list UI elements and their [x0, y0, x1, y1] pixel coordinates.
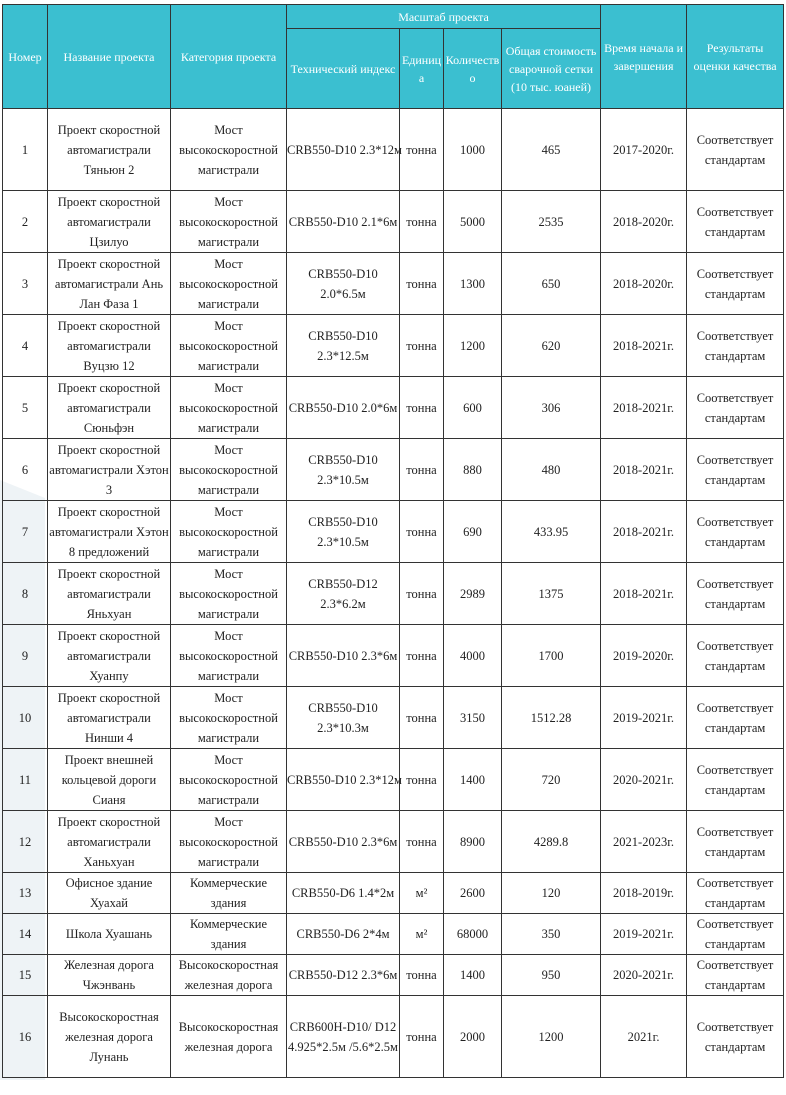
- cell-number: 1: [3, 109, 48, 191]
- cell-tech-index: CRB550-D12 2.3*6м: [287, 955, 400, 996]
- cell-number: 3: [3, 253, 48, 315]
- table-row: [3, 625, 784, 687]
- cell-cost: 650: [502, 253, 601, 315]
- cell-number: 13: [3, 873, 48, 914]
- cell-quantity: 1400: [444, 955, 502, 996]
- cell-cost: 1512.28: [502, 687, 601, 749]
- cell-tech-index: CRB550-D10 2.3*10.3м: [287, 687, 400, 749]
- cell-time: 2018-2020г.: [601, 253, 687, 315]
- cell-cost: 1375: [502, 563, 601, 625]
- cell-cost: 120: [502, 873, 601, 914]
- cell-time: 2019-2020г.: [601, 625, 687, 687]
- cell-name: Проект скоростной автомагистрали Нинши 4: [48, 687, 171, 749]
- cell-tech-index: CRB550-D6 2*4м: [287, 914, 400, 955]
- cell-result: Соответствует стандартам: [687, 439, 784, 501]
- cell-number: 9: [3, 625, 48, 687]
- cell-result: Соответствует стандартам: [687, 625, 784, 687]
- cell-unit: м²: [400, 873, 444, 914]
- table-row: [3, 687, 784, 749]
- cell-category: Высокоскоростная железная дорога: [171, 955, 287, 996]
- cell-cost: 306: [502, 377, 601, 439]
- cell-tech-index: CRB550-D12 2.3*6.2м: [287, 563, 400, 625]
- cell-cost: 1700: [502, 625, 601, 687]
- cell-number: 10: [3, 687, 48, 749]
- cell-name: Проект скоростной автомагистрали Ань Лан Фаза 1: [48, 253, 171, 315]
- cell-quantity: 1000: [444, 109, 502, 191]
- cell-result: Соответствует стандартам: [687, 914, 784, 955]
- cell-quantity: 5000: [444, 191, 502, 253]
- table-row: [3, 873, 784, 914]
- cell-unit: тонна: [400, 811, 444, 873]
- table-row: [3, 501, 784, 563]
- cell-time: 2021г.: [601, 996, 687, 1078]
- cell-result: Соответствует стандартам: [687, 996, 784, 1078]
- cell-quantity: 880: [444, 439, 502, 501]
- cell-name: Школа Хуашань: [48, 914, 171, 955]
- cell-category: Мост высокоскоростной магистрали: [171, 377, 287, 439]
- cell-cost: 465: [502, 109, 601, 191]
- header-time: Время начала и завершения: [601, 5, 687, 109]
- cell-time: 2020-2021г.: [601, 955, 687, 996]
- cell-result: Соответствует стандартам: [687, 109, 784, 191]
- header-tech-index: Технический индекс: [287, 29, 400, 109]
- cell-unit: тонна: [400, 501, 444, 563]
- cell-cost: 2535: [502, 191, 601, 253]
- header-quantity: Количество: [444, 29, 502, 109]
- cell-name: Проект скоростной автомагистрали Хэтон 8 предложений: [48, 501, 171, 563]
- cell-quantity: 1400: [444, 749, 502, 811]
- cell-name: Проект скоростной автомагистрали Хэтон 3: [48, 439, 171, 501]
- cell-time: 2018-2021г.: [601, 315, 687, 377]
- cell-number: 15: [3, 955, 48, 996]
- cell-cost: 950: [502, 955, 601, 996]
- header-unit: Единица: [400, 29, 444, 109]
- cell-unit: тонна: [400, 439, 444, 501]
- cell-quantity: 2989: [444, 563, 502, 625]
- cell-name: Проект скоростной автомагистрали Цзилуо: [48, 191, 171, 253]
- table-header: [3, 5, 784, 109]
- header-name: Название проекта: [48, 5, 171, 109]
- cell-quantity: 1200: [444, 315, 502, 377]
- cell-number: 5: [3, 377, 48, 439]
- table-row: [3, 439, 784, 501]
- cell-unit: тонна: [400, 191, 444, 253]
- cell-category: Коммерческие здания: [171, 914, 287, 955]
- cell-name: Железная дорога Чжэнвань: [48, 955, 171, 996]
- cell-time: 2018-2020г.: [601, 191, 687, 253]
- cell-unit: тонна: [400, 377, 444, 439]
- table-row: [3, 955, 784, 996]
- cell-category: Мост высокоскоростной магистрали: [171, 109, 287, 191]
- header-scale: Масштаб проекта: [287, 5, 601, 29]
- cell-unit: тонна: [400, 253, 444, 315]
- cell-number: 12: [3, 811, 48, 873]
- header-result: Результаты оценки качества: [687, 5, 784, 109]
- cell-category: Мост высокоскоростной магистрали: [171, 191, 287, 253]
- cell-quantity: 690: [444, 501, 502, 563]
- cell-time: 2017-2020г.: [601, 109, 687, 191]
- cell-unit: тонна: [400, 996, 444, 1078]
- cell-category: Мост высокоскоростной магистрали: [171, 253, 287, 315]
- cell-unit: тонна: [400, 563, 444, 625]
- cell-quantity: 8900: [444, 811, 502, 873]
- cell-quantity: 3150: [444, 687, 502, 749]
- table-row: [3, 109, 784, 191]
- cell-category: Мост высокоскоростной магистрали: [171, 625, 287, 687]
- cell-quantity: 4000: [444, 625, 502, 687]
- header-cost: Общая стоимость сварочной сетки (10 тыс. юаней): [502, 29, 601, 109]
- cell-tech-index: CRB550-D10 2.1*6м: [287, 191, 400, 253]
- header-number: Номер: [3, 5, 48, 109]
- projects-table: [2, 4, 784, 1078]
- cell-result: Соответствует стандартам: [687, 811, 784, 873]
- cell-result: Соответствует стандартам: [687, 955, 784, 996]
- table-row: [3, 191, 784, 253]
- table-row: [3, 315, 784, 377]
- cell-category: Мост высокоскоростной магистрали: [171, 563, 287, 625]
- table-row: [3, 811, 784, 873]
- cell-unit: тонна: [400, 315, 444, 377]
- cell-tech-index: CRB550-D6 1.4*2м: [287, 873, 400, 914]
- cell-result: Соответствует стандартам: [687, 501, 784, 563]
- cell-time: 2021-2023г.: [601, 811, 687, 873]
- cell-time: 2018-2021г.: [601, 377, 687, 439]
- cell-number: 8: [3, 563, 48, 625]
- cell-result: Соответствует стандартам: [687, 873, 784, 914]
- cell-tech-index: CRB550-D10 2.3*12.5м: [287, 315, 400, 377]
- table-row: [3, 377, 784, 439]
- cell-cost: 1200: [502, 996, 601, 1078]
- cell-name: Высокоскоростная железная дорога Лунань: [48, 996, 171, 1078]
- cell-time: 2018-2021г.: [601, 439, 687, 501]
- cell-unit: тонна: [400, 955, 444, 996]
- cell-cost: 350: [502, 914, 601, 955]
- cell-unit: тонна: [400, 625, 444, 687]
- cell-time: 2020-2021г.: [601, 749, 687, 811]
- cell-category: Мост высокоскоростной магистрали: [171, 687, 287, 749]
- cell-number: 11: [3, 749, 48, 811]
- table-row: [3, 749, 784, 811]
- cell-name: Проект скоростной автомагистрали Хуанпу: [48, 625, 171, 687]
- cell-name: Проект скоростной автомагистрали Сюньфэн: [48, 377, 171, 439]
- cell-number: 6: [3, 439, 48, 501]
- cell-result: Соответствует стандартам: [687, 253, 784, 315]
- cell-number: 2: [3, 191, 48, 253]
- table-row: [3, 563, 784, 625]
- cell-cost: 720: [502, 749, 601, 811]
- cell-number: 7: [3, 501, 48, 563]
- cell-name: Проект скоростной автомагистрали Тяньюн 2: [48, 109, 171, 191]
- cell-category: Мост высокоскоростной магистрали: [171, 501, 287, 563]
- cell-name: Офисное здание Хуахай: [48, 873, 171, 914]
- cell-quantity: 2600: [444, 873, 502, 914]
- cell-tech-index: CRB550-D10 2.3*6м: [287, 811, 400, 873]
- cell-tech-index: CRB550-D10 2.3*6м: [287, 625, 400, 687]
- table-body: [3, 109, 784, 1078]
- cell-unit: м²: [400, 914, 444, 955]
- cell-category: Высокоскоростная железная дорога: [171, 996, 287, 1078]
- cell-time: 2019-2021г.: [601, 914, 687, 955]
- cell-category: Мост высокоскоростной магистрали: [171, 749, 287, 811]
- cell-tech-index: CRB550-D10 2.3*12м: [287, 109, 400, 191]
- cell-quantity: 1300: [444, 253, 502, 315]
- cell-result: Соответствует стандартам: [687, 191, 784, 253]
- table-row: [3, 253, 784, 315]
- cell-quantity: 68000: [444, 914, 502, 955]
- cell-unit: тонна: [400, 749, 444, 811]
- cell-category: Мост высокоскоростной магистрали: [171, 811, 287, 873]
- cell-time: 2018-2021г.: [601, 563, 687, 625]
- cell-result: Соответствует стандартам: [687, 377, 784, 439]
- cell-name: Проект скоростной автомагистрали Вуцзю 12: [48, 315, 171, 377]
- cell-tech-index: CRB550-D10 2.0*6м: [287, 377, 400, 439]
- cell-time: 2018-2019г.: [601, 873, 687, 914]
- cell-cost: 480: [502, 439, 601, 501]
- cell-result: Соответствует стандартам: [687, 315, 784, 377]
- cell-time: 2019-2021г.: [601, 687, 687, 749]
- cell-category: Коммерческие здания: [171, 873, 287, 914]
- cell-name: Проект скоростной автомагистрали Ханьхуан: [48, 811, 171, 873]
- cell-result: Соответствует стандартам: [687, 749, 784, 811]
- cell-quantity: 2000: [444, 996, 502, 1078]
- cell-unit: тонна: [400, 687, 444, 749]
- cell-tech-index: CRB550-D10 2.0*6.5м: [287, 253, 400, 315]
- cell-category: Мост высокоскоростной магистрали: [171, 315, 287, 377]
- cell-number: 16: [3, 996, 48, 1078]
- cell-tech-index: CRB550-D10 2.3*12м: [287, 749, 400, 811]
- cell-result: Соответствует стандартам: [687, 563, 784, 625]
- cell-cost: 4289.8: [502, 811, 601, 873]
- cell-cost: 620: [502, 315, 601, 377]
- header-category: Категория проекта: [171, 5, 287, 109]
- cell-tech-index: CRB550-D10 2.3*10.5м: [287, 501, 400, 563]
- table-row: [3, 996, 784, 1078]
- cell-tech-index: CRB550-D10 2.3*10.5м: [287, 439, 400, 501]
- cell-quantity: 600: [444, 377, 502, 439]
- cell-number: 4: [3, 315, 48, 377]
- cell-category: Мост высокоскоростной магистрали: [171, 439, 287, 501]
- cell-unit: тонна: [400, 109, 444, 191]
- cell-time: 2018-2021г.: [601, 501, 687, 563]
- cell-name: Проект внешней кольцевой дороги Сианя: [48, 749, 171, 811]
- cell-tech-index: CRB600H-D10/ D12 4.925*2.5м /5.6*2.5м: [287, 996, 400, 1078]
- table-row: [3, 914, 784, 955]
- cell-name: Проект скоростной автомагистрали Яньхуан: [48, 563, 171, 625]
- cell-cost: 433.95: [502, 501, 601, 563]
- cell-result: Соответствует стандартам: [687, 687, 784, 749]
- cell-number: 14: [3, 914, 48, 955]
